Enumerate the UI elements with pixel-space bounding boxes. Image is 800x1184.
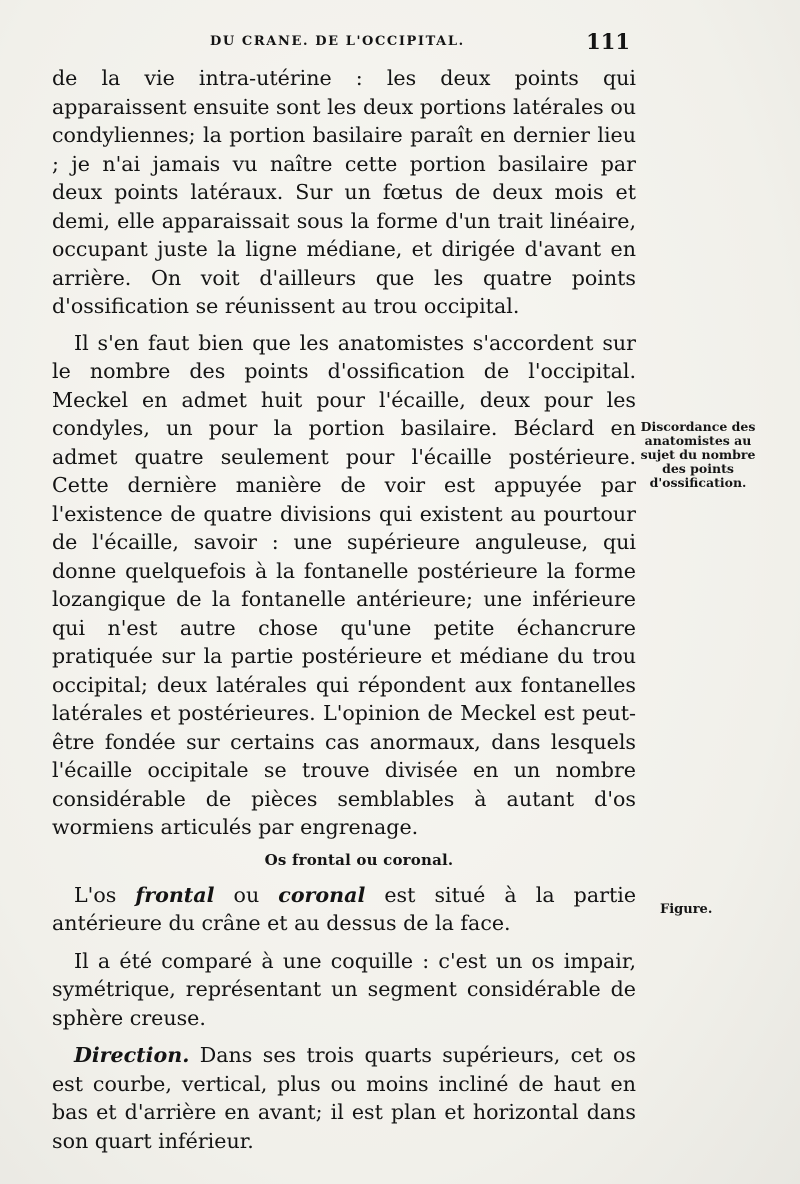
text-run: est situé à la partie antérieure du crâne et au dessus de la face. — [52, 882, 637, 935]
paragraph-direction — [52, 1041, 636, 1155]
running-head: DU CRANE. DE L'OCCIPITAL. — [210, 34, 465, 49]
margin-note-discordance: Discordance des anatomistes au sujet du nombre des points d'ossification. — [640, 419, 756, 490]
paragraph-anatomists-disagreement: Il s'en faut bien que les anatomistes s'accordent sur le nombre des points d'ossification de l'occipital. Meckel en admet huit pour l'écaille, deux pour les condyles, un pour la portion basilaire. Béclard en admet quatre seulement pour l'écaille postérieure. Cette dernière manière de voir est appuyée par l'existence de quatre divisions qui existent au pourtour de l'écaille, savoir : une supérieure anguleuse, qui donne quelquefois à la fontanelle postérieure la forme lozangique de la fontanelle antérieure; une inférieure qui n'est autre chose qu'une petite échancrure pratiquée sur la partie postérieure et médiane du trou occipital; deux latérales qui répondent aux fontanelles latérales et postérieures. L'opinion de Meckel est peut-être fondée sur certains cas anormaux, dans lesquels l'écaille occipitale se trouve divisée en un nombre considérable de pièces semblables à autant d'os wormiens articulés par engrenage. — [52, 330, 636, 839]
paragraph-coquille: Il a été comparé à une coquille : c'est un os impair, symétrique, représentant un segment considérable de sphère creuse. — [52, 948, 636, 1030]
body-text — [52, 64, 636, 1155]
term-coronal: coronal — [278, 882, 366, 907]
paragraph-ossification-points: de la vie intra-utérine : les deux points qui apparaissent ensuite sont les deux portions latérales ou condyliennes; la portion basilaire paraît en dernier lieu ; je n'ai jamais vu naître cette portion basilaire par deux points latéraux. Sur un fœtus de deux mois et demi, elle apparaissait sous la forme d'un trait linéaire, occupant juste la ligne médiane, et dirigée d'avant en arrière. On voit d'ailleurs que les quatre points d'ossification se réunissent au trou occipital. — [52, 66, 636, 318]
paragraph-frontal-intro — [52, 881, 636, 938]
page-number: 111 — [586, 29, 630, 54]
text-run: Dans ses trois quarts supérieurs, cet os est courbe, vertical, plus ou moins incliné de haut en bas et d'arrière en avant; il est plan et horizontal dans son quart inférieur. — [52, 1043, 636, 1153]
term-direction: Direction. — [74, 1043, 190, 1067]
text-run: L'os — [74, 882, 136, 907]
margin-note-figure: Figure. — [660, 902, 713, 917]
text-run: ou — [214, 882, 279, 907]
term-frontal: frontal — [135, 882, 215, 907]
section-heading-os-frontal: Os frontal ou coronal. — [264, 850, 454, 869]
page-header — [52, 29, 632, 54]
